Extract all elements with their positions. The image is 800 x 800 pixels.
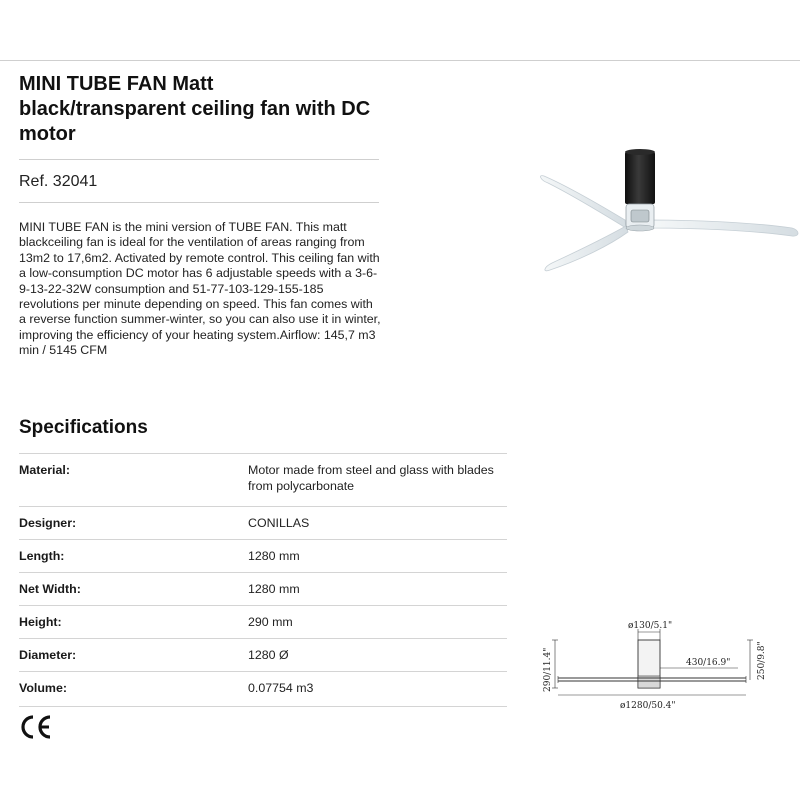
spec-label: Diameter: [19, 648, 77, 662]
spec-value: 0.07754 m3 [248, 681, 314, 695]
dim-total-height: 290/11.4" [543, 647, 553, 692]
spec-label: Material: [19, 463, 70, 477]
dim-fan-diameter: ø1280/50.4" [620, 701, 676, 711]
product-description: MINI TUBE FAN is the mini version of TUBE FAN. This matt blackceiling fan is ideal for the ventilation of areas ranging from 13m2 to 17,6m2. Activated by remote control. This ceiling fan with a low-consumption DC motor has 6 adjustable speeds with a 3-6-9-13-22-32W consumption and 51-77-103-129-155-185 revolutions per minute depending on speed. This fan comes with a reverse function summer-winter, so you can also use it in winter, improving the efficiency of your heating system.Airflow: 145,7 m3 min / 5145 CFM [19, 220, 381, 358]
spec-value: CONILLAS [248, 516, 310, 530]
spec-row-designer [19, 506, 507, 539]
spec-row-material [19, 453, 507, 506]
reference-divider [19, 202, 379, 203]
spec-value: 290 mm [248, 615, 293, 629]
product-title: MINI TUBE FAN Matt black/transparent ceiling fan with DC motor [19, 73, 371, 145]
spec-row-diameter [19, 638, 507, 671]
dim-blade-length: 430/16.9" [686, 658, 731, 668]
dim-ceiling-gap: 250/9.8" [757, 641, 767, 680]
spec-row-volume [19, 671, 507, 707]
spec-label: Height: [19, 615, 62, 629]
specifications-heading: Specifications [19, 417, 148, 438]
top-divider [0, 60, 800, 61]
dim-motor-diameter: ø130/5.1" [628, 621, 673, 631]
spec-value: 1280 mm [248, 582, 300, 596]
spec-row-length [19, 539, 507, 572]
title-divider [19, 159, 379, 160]
specifications-table [19, 453, 507, 707]
spec-value: 1280 Ø [248, 648, 289, 662]
ce-mark-icon [18, 712, 52, 742]
spec-label: Designer: [19, 516, 77, 530]
fan-product-image [530, 140, 800, 285]
spec-label: Length: [19, 549, 65, 563]
spec-row-net-width [19, 572, 507, 605]
spec-value: Motor made from steel and glass with blades from polycarbonate [248, 463, 494, 493]
fan-dimension-drawing [528, 610, 773, 720]
spec-label: Volume: [19, 681, 67, 695]
product-reference: Ref. 32041 [19, 173, 98, 190]
spec-label: Net Width: [19, 582, 81, 596]
spec-row-height [19, 605, 507, 638]
spec-value: 1280 mm [248, 549, 300, 563]
